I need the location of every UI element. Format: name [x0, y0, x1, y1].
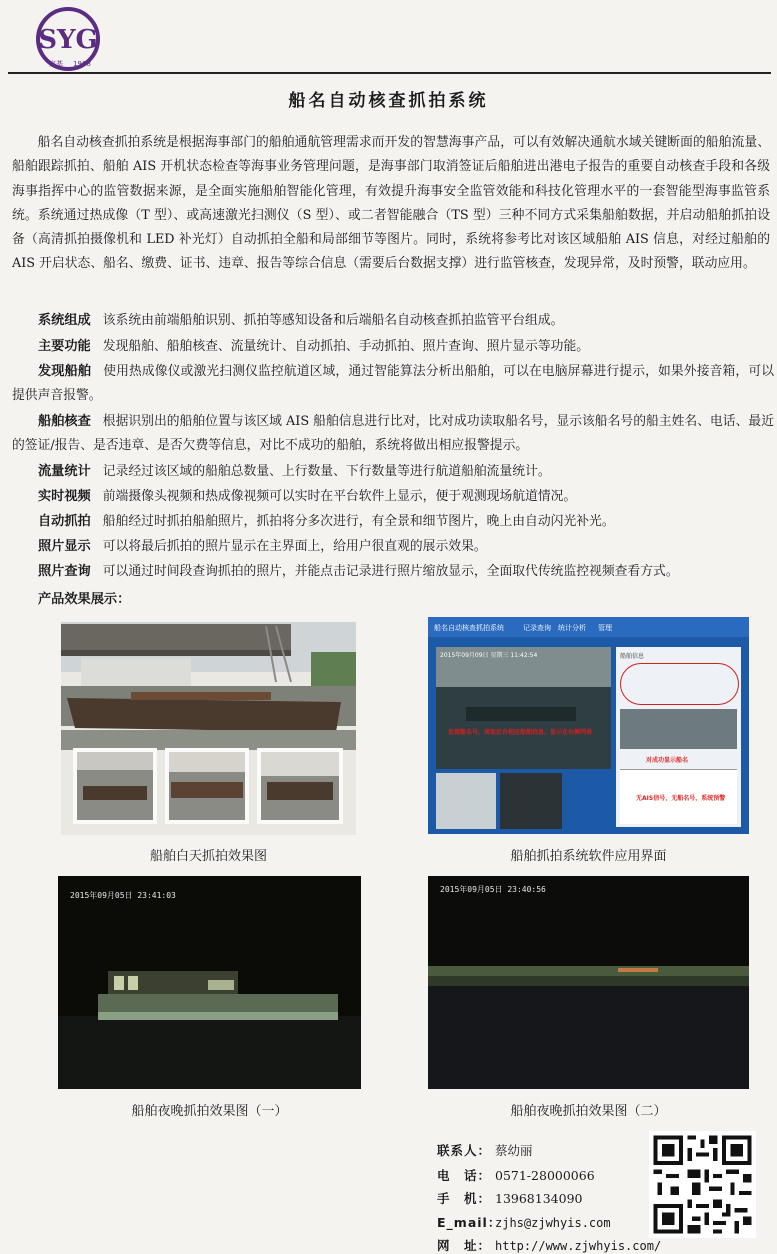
- feature-term: 实时视频: [38, 489, 91, 504]
- company-logo: [26, 6, 110, 72]
- day-capture-caption: 船舶白天抓拍效果图: [149, 849, 267, 864]
- feature-text: 可以通过时间段查询抓拍的照片，并能点击记录进行照片缩放显示，全面取代传统监控视频查看方式。: [102, 564, 679, 579]
- feature-ship-check: [12, 410, 774, 459]
- feature-discover-ship: [12, 360, 774, 409]
- night1-timestamp: 2015年09月05日 23:41:03: [70, 891, 176, 900]
- software-titlebar: [428, 617, 749, 637]
- software-main-video: [436, 647, 611, 769]
- contact-email-value: zjhs@zjwhyis.com: [495, 1216, 611, 1230]
- contact-website-label: 网 址：: [437, 1238, 492, 1253]
- software-app-title: 船名自动核查抓拍系统: [434, 624, 504, 632]
- software-menu-records: 记录查询: [523, 624, 551, 632]
- feature-text: 船舶经过时抓拍船舶照片，抓拍将分多次进行，有全景和细节图片，晚上由自动闪光补光。: [102, 514, 615, 529]
- contact-mobile-value: 13968134090: [495, 1191, 583, 1206]
- feature-term: 自动抓拍: [38, 514, 91, 529]
- contact-person-label: 联系人：: [437, 1143, 492, 1158]
- feature-text: 可以将最后抓拍的照片显示在主界面上，给用户很直观的展示效果。: [102, 539, 487, 554]
- contact-email: [437, 1213, 611, 1231]
- feature-live-video: [12, 485, 774, 509]
- feature-main-functions: [12, 335, 774, 359]
- software-annotation-warning: 无AIS信号，无船名号，系统预警: [636, 795, 726, 802]
- feature-text: 根据识别出的船舶位置与该区域 AIS 船舶信息进行比对，比对成功读取船名号，显示该船名号的船主姓名、电话、最近的签证/报告、是否违章、是否欠费等信息，对比不成功的船舶，系统将做出相应报警提示。: [12, 414, 774, 454]
- feature-text: 记录经过该区域的船舶总数量、上行数量、下行数量等进行航道船舶流量统计。: [102, 464, 551, 479]
- qr-code: [649, 1131, 756, 1238]
- night-capture-photo-1: [58, 876, 361, 1089]
- software-screenshot: [428, 617, 749, 834]
- software-thermal-view: [436, 773, 496, 829]
- feature-term: 流量统计: [38, 464, 91, 479]
- feature-term: 照片查询: [38, 564, 91, 579]
- software-night-view: [500, 773, 562, 829]
- software-annotation-found: 发现船名号，读取后台相应船舶信息，显示在右侧列表: [448, 729, 593, 736]
- feature-auto-capture: [12, 510, 774, 534]
- showcase-heading: 产品效果展示：: [38, 592, 131, 607]
- feature-term: 照片显示: [38, 539, 91, 554]
- feature-text: 该系统由前端船舶识别、抓拍等感知设备和后端船名自动核查抓拍监管平台组成。: [102, 313, 564, 328]
- intro-paragraph: 船名自动核查抓拍系统是根据海事部门的船舶通航管理需求而开发的智慧海事产品，可以有效解决通航水域关键断面的船舶流量、船舶跟踪抓拍、船舶 AIS 开机状态检查等海事业务管理问题，是海事部门取消签证后船舶进出港电子报告的重要自动核查手段和各级海事指挥中心的监管数据来源，是全面实施船舶智能化管理，有效提升海事安全监管效能和科技化管理水平的一套智能型海事监管系统。系统通过热成像（T 型）、或高速激光扫测仪（S 型）、或二者智能融合（TS 型）三种不同方式采集船舶数据，并启动船舶抓拍设备（高清抓拍摄像机和 LED 补光灯）自动抓拍全船和局部细节等图片。同时，系统将参考比对该区域船舶 AIS 信息，对经过船舶的 AIS 开启状态、船名、缴费、证书、违章、报告等综合信息（需要后台数据支撑）进行监管核查，发现异常，及时预警，联动应用。: [12, 135, 770, 272]
- feature-term: 主要功能: [38, 339, 91, 354]
- night2-timestamp: 2015年09月05日 23:40:56: [440, 885, 546, 894]
- night1-caption: 船舶夜晚抓拍效果图（一）: [131, 1104, 288, 1119]
- feature-flow-stats: [12, 460, 774, 484]
- night2-caption: 船舶夜晚抓拍效果图（二）: [510, 1104, 667, 1119]
- software-panel-header: 船舶信息: [620, 653, 645, 660]
- contact-website: [437, 1236, 661, 1254]
- contact-website-value: http://www.zjwhyis.com/: [495, 1239, 662, 1253]
- night-capture-photo-2: [428, 876, 749, 1089]
- software-info-panel: [616, 647, 741, 827]
- feature-photo-query: [12, 560, 774, 584]
- feature-photo-display: [12, 535, 774, 559]
- software-menu-manage: 管理: [598, 624, 612, 632]
- software-caption: 船舶抓拍系统软件应用界面: [510, 849, 667, 864]
- contact-email-label: E_mail：: [437, 1215, 502, 1230]
- contact-person: [437, 1141, 533, 1159]
- feature-system-composition: [12, 309, 774, 333]
- feature-text: 前端摄像头视频和热成像视频可以实时在平台软件上显示，便于观测现场航道情况。: [102, 489, 577, 504]
- contact-mobile-label: 手 机：: [437, 1191, 492, 1206]
- logo-year: 1988: [73, 60, 91, 68]
- contact-phone-label: 电 话：: [437, 1168, 492, 1183]
- logo-mark: 宸基: [49, 60, 63, 68]
- software-menu-stats: 统计分析: [558, 624, 586, 632]
- page-title: 船名自动核查抓拍系统: [288, 91, 489, 111]
- contact-person-value: 蔡幼丽: [495, 1143, 533, 1158]
- day-capture-photo: [61, 622, 356, 835]
- contact-phone-value: 0571-28000066: [495, 1168, 595, 1183]
- feature-text: 使用热成像仪或激光扫测仪监控航道区域，通过智能算法分析出船舶，可以在电脑屏幕进行提示，如果外接音箱，可以提供声音报警。: [12, 364, 775, 404]
- header-rule: [8, 72, 771, 74]
- feature-term: 船舶核查: [38, 414, 91, 429]
- feature-text: 发现船舶、船舶核查、流量统计、自动抓拍、手动抓拍、照片查询、照片显示等功能。: [102, 339, 590, 354]
- feature-term: 发现船舶: [38, 364, 92, 379]
- logo-letters: SYG: [38, 25, 98, 55]
- software-annotation-success: 对成功显示船名: [646, 757, 689, 764]
- contact-phone: [437, 1166, 595, 1184]
- feature-term: 系统组成: [38, 313, 91, 328]
- contact-mobile: [437, 1189, 582, 1207]
- software-video-timestamp: 2015年09月09日 星期三 11:42:54: [440, 652, 538, 659]
